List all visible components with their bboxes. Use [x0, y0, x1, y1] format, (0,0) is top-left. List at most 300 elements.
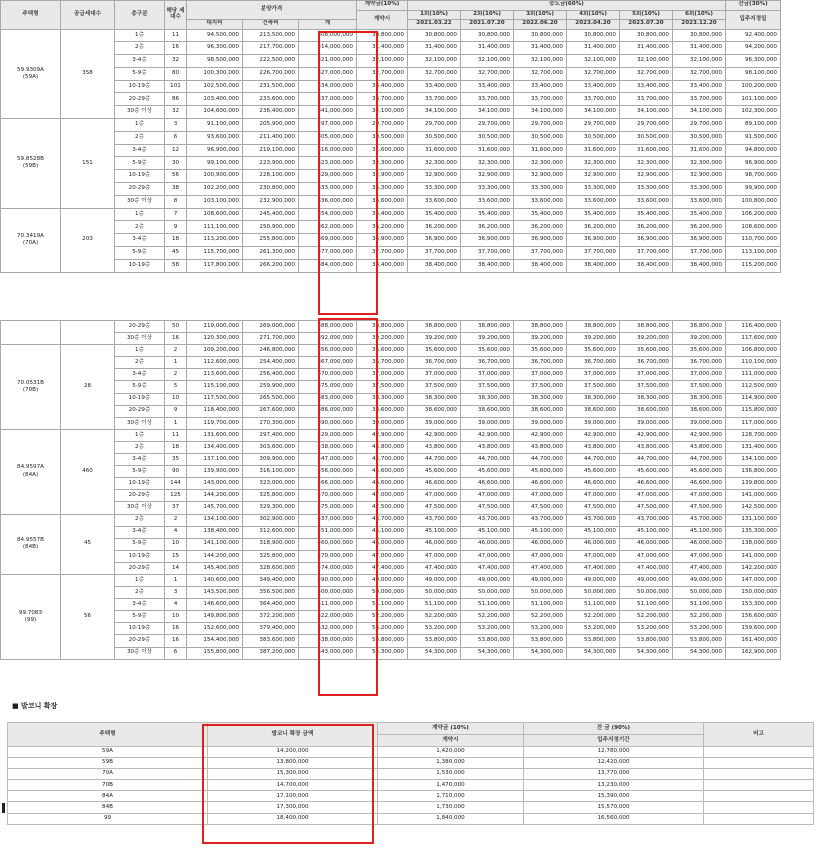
mid-2-cell: 30,800,000: [461, 29, 514, 42]
floor-cell: 30층 이상: [115, 647, 165, 659]
mid-3-cell: 30,800,000: [514, 29, 567, 42]
mid-2-cell: 33,600,000: [461, 195, 514, 208]
contract-cell: 54,300,000: [357, 647, 408, 659]
building-price-cell: 270,300,000: [243, 417, 299, 429]
mid-1-cell: 54,300,000: [408, 647, 461, 659]
total-price-cell: 336,000,000: [299, 195, 357, 208]
mid-3-cell: 43,700,000: [514, 514, 567, 526]
contract-cell: 36,700,000: [357, 357, 408, 369]
building-price-cell: 269,000,000: [243, 321, 299, 333]
mid-2-cell: 47,000,000: [461, 550, 514, 562]
units-per-floor-cell: 16: [165, 623, 187, 635]
floor-cell: 3-4층: [115, 234, 165, 247]
building-price-cell: 205,900,000: [243, 119, 299, 132]
mid-1-cell: 47,000,000: [408, 550, 461, 562]
mid-6-cell: 37,500,000: [673, 381, 726, 393]
mid-4-cell: 30,500,000: [567, 131, 620, 144]
mid-3-cell: 36,700,000: [514, 357, 567, 369]
total-price-cell: 438,000,000: [299, 441, 357, 453]
table-row: [1, 42, 781, 55]
building-price-cell: 364,400,000: [243, 599, 299, 611]
floor-cell: 1층: [115, 345, 165, 357]
mid-6-cell: 33,400,000: [673, 80, 726, 93]
building-price-cell: 236,400,000: [243, 106, 299, 119]
total-price-cell: 511,000,000: [299, 599, 357, 611]
contract-cell: 46,000,000: [357, 538, 408, 550]
mid-4-cell: 47,400,000: [567, 562, 620, 574]
land-price-cell: 131,600,000: [187, 429, 243, 441]
mid-2-cell: 37,700,000: [461, 247, 514, 260]
total-price-cell: 474,000,000: [299, 562, 357, 574]
mid-2-cell: 53,800,000: [461, 635, 514, 647]
land-price-cell: 113,600,000: [187, 369, 243, 381]
building-price-cell: 323,000,000: [243, 478, 299, 490]
mid-5-cell: 31,600,000: [620, 144, 673, 157]
balance-cell: 115,200,000: [726, 259, 781, 272]
mid-5-cell: 32,300,000: [620, 157, 673, 170]
balcony-note-cell: [704, 758, 814, 769]
mid-6-cell: 47,400,000: [673, 562, 726, 574]
mid-4-cell: 32,100,000: [567, 55, 620, 68]
mid-3-cell: 38,300,000: [514, 393, 567, 405]
mid-4-cell: 47,000,000: [567, 490, 620, 502]
table-row: [1, 80, 781, 93]
mid-1-cell: 30,800,000: [408, 29, 461, 42]
header-building: 건축비: [243, 20, 299, 30]
balance-cell: 115,800,000: [726, 405, 781, 417]
mid-3-cell: 29,700,000: [514, 119, 567, 132]
balcony-amount-cell: 17,100,000: [208, 791, 378, 802]
table-row: [1, 635, 781, 647]
floor-cell: 10-19층: [115, 623, 165, 635]
units-per-floor-cell: 5: [165, 381, 187, 393]
total-price-cell: 375,000,000: [299, 381, 357, 393]
balcony-balance-cell: 13,230,000: [524, 780, 704, 791]
contract-cell: 30,800,000: [357, 29, 408, 42]
building-price-cell: 302,900,000: [243, 514, 299, 526]
contract-cell: 31,600,000: [357, 144, 408, 157]
supply-units-cell: 358: [61, 29, 115, 119]
total-price-cell: 337,000,000: [299, 93, 357, 106]
table-row: [1, 369, 781, 381]
mid-2-cell: 38,300,000: [461, 393, 514, 405]
land-price-cell: 100,900,000: [187, 170, 243, 183]
units-per-floor-cell: 4: [165, 599, 187, 611]
total-price-cell: 456,000,000: [299, 466, 357, 478]
mid-1-cell: 36,700,000: [408, 357, 461, 369]
total-price-cell: 354,000,000: [299, 208, 357, 221]
mid-3-cell: 47,000,000: [514, 550, 567, 562]
floor-cell: 5-9층: [115, 466, 165, 478]
contract-cell: 34,100,000: [357, 106, 408, 119]
floor-cell: 10-19층: [115, 80, 165, 93]
building-price-cell: 223,900,000: [243, 157, 299, 170]
mid-6-cell: 43,700,000: [673, 514, 726, 526]
mid-2-cell: 50,000,000: [461, 587, 514, 599]
mid-3-cell: 43,800,000: [514, 441, 567, 453]
table-row: [1, 208, 781, 221]
mid-3-cell: 54,300,000: [514, 647, 567, 659]
land-price-cell: 102,200,000: [187, 183, 243, 196]
mid-1-cell: 38,800,000: [408, 321, 461, 333]
mid-3-cell: 37,000,000: [514, 369, 567, 381]
total-price-cell: 392,000,000: [299, 333, 357, 345]
balcony-body: [8, 747, 814, 825]
table-row: [1, 502, 781, 514]
mid-5-cell: 43,800,000: [620, 441, 673, 453]
mid-1-cell: 53,800,000: [408, 635, 461, 647]
total-price-cell: 369,000,000: [299, 234, 357, 247]
balance-cell: 159,600,000: [726, 623, 781, 635]
units-per-floor-cell: 12: [165, 144, 187, 157]
mid-3-cell: 52,200,000: [514, 611, 567, 623]
mid-6-cell: 33,300,000: [673, 183, 726, 196]
land-price-cell: 120,300,000: [187, 333, 243, 345]
mid-4-cell: 33,400,000: [567, 80, 620, 93]
mid-1-cell: 31,600,000: [408, 144, 461, 157]
building-price-cell: 211,400,000: [243, 131, 299, 144]
mid-1-cell: 53,200,000: [408, 623, 461, 635]
balcony-header: [8, 723, 814, 747]
mid-4-cell: 36,700,000: [567, 357, 620, 369]
balcony-type-cell: 99: [8, 813, 208, 824]
units-per-floor-cell: 144: [165, 478, 187, 490]
balance-cell: 147,000,000: [726, 574, 781, 586]
floor-cell: 5-9층: [115, 157, 165, 170]
units-per-floor-cell: 11: [165, 429, 187, 441]
header-mid-2: 2회(10%): [461, 10, 514, 20]
mid-4-cell: 39,200,000: [567, 333, 620, 345]
contract-cell: 47,500,000: [357, 502, 408, 514]
mid-6-cell: 32,300,000: [673, 157, 726, 170]
mid-3-cell: 39,000,000: [514, 417, 567, 429]
mid-5-cell: 33,600,000: [620, 195, 673, 208]
contract-cell: 33,600,000: [357, 195, 408, 208]
header-balance: 잔금(30%): [726, 1, 781, 11]
mid-5-cell: 38,800,000: [620, 321, 673, 333]
land-price-cell: 144,200,000: [187, 550, 243, 562]
table-row: [1, 574, 781, 586]
mid-5-cell: 35,400,000: [620, 208, 673, 221]
table-row: [1, 514, 781, 526]
mid-1-cell: 45,600,000: [408, 466, 461, 478]
mid-4-cell: 54,300,000: [567, 647, 620, 659]
land-price-cell: 141,100,000: [187, 538, 243, 550]
contract-cell: 39,200,000: [357, 333, 408, 345]
mid-6-cell: 32,900,000: [673, 170, 726, 183]
mid-3-cell: 32,900,000: [514, 170, 567, 183]
mid-6-cell: 44,700,000: [673, 454, 726, 466]
balance-cell: 153,300,000: [726, 599, 781, 611]
contract-cell: 36,200,000: [357, 221, 408, 234]
building-price-cell: 261,300,000: [243, 247, 299, 260]
building-price-cell: 233,600,000: [243, 93, 299, 106]
header-total: 계: [299, 20, 357, 30]
mid-1-cell: 33,600,000: [408, 195, 461, 208]
house-type-cell: 99.7083 (99): [1, 574, 61, 659]
balcony-row: [8, 780, 814, 791]
balance-cell: 150,000,000: [726, 587, 781, 599]
units-per-floor-cell: 2: [165, 514, 187, 526]
land-price-cell: 140,600,000: [187, 574, 243, 586]
floor-cell: 30층 이상: [115, 417, 165, 429]
mid-3-cell: 45,600,000: [514, 466, 567, 478]
floor-cell: 3-4층: [115, 55, 165, 68]
mid-6-cell: 31,600,000: [673, 144, 726, 157]
mid-5-cell: 38,600,000: [620, 405, 673, 417]
mid-5-cell: 36,700,000: [620, 357, 673, 369]
total-price-cell: 383,000,000: [299, 393, 357, 405]
units-per-floor-cell: 9: [165, 405, 187, 417]
mid-4-cell: 45,100,000: [567, 526, 620, 538]
mid-3-cell: 33,300,000: [514, 183, 567, 196]
mid-6-cell: 33,700,000: [673, 93, 726, 106]
floor-cell: 2층: [115, 131, 165, 144]
land-price-cell: 98,500,000: [187, 55, 243, 68]
text-cursor-mark: [2, 803, 5, 813]
total-price-cell: 386,000,000: [299, 405, 357, 417]
mid-1-cell: 33,400,000: [408, 80, 461, 93]
units-per-floor-cell: 35: [165, 454, 187, 466]
units-per-floor-cell: 11: [165, 29, 187, 42]
mid-4-cell: 34,100,000: [567, 106, 620, 119]
units-per-floor-cell: 18: [165, 234, 187, 247]
floor-cell: 20-29층: [115, 562, 165, 574]
mid-6-cell: 35,600,000: [673, 345, 726, 357]
floor-cell: 1층: [115, 429, 165, 441]
mid-5-cell: 47,400,000: [620, 562, 673, 574]
mid-1-cell: 37,000,000: [408, 369, 461, 381]
mid-4-cell: 35,400,000: [567, 208, 620, 221]
mid-5-cell: 36,200,000: [620, 221, 673, 234]
balance-cell: 94,200,000: [726, 42, 781, 55]
balance-cell: 141,000,000: [726, 490, 781, 502]
mid-2-cell: 47,000,000: [461, 490, 514, 502]
mid-2-cell: 29,700,000: [461, 119, 514, 132]
table-row: [1, 170, 781, 183]
mid-1-cell: 47,400,000: [408, 562, 461, 574]
balcony-note-cell: [704, 802, 814, 813]
land-price-cell: 143,500,000: [187, 587, 243, 599]
mid-5-cell: 31,400,000: [620, 42, 673, 55]
land-price-cell: 115,100,000: [187, 381, 243, 393]
table-row: [1, 587, 781, 599]
house-type-cell: 84.9557B (84B): [1, 514, 61, 574]
mid-6-cell: 39,000,000: [673, 417, 726, 429]
mid-6-cell: 47,000,000: [673, 490, 726, 502]
mid-4-cell: 33,700,000: [567, 93, 620, 106]
units-per-floor-cell: 7: [165, 208, 187, 221]
floor-cell: 2층: [115, 221, 165, 234]
units-per-floor-cell: 6: [165, 647, 187, 659]
mid-1-cell: 36,900,000: [408, 234, 461, 247]
mid-2-cell: 53,200,000: [461, 623, 514, 635]
balance-cell: 113,100,000: [726, 247, 781, 260]
contract-cell: 47,400,000: [357, 562, 408, 574]
balcony-note-cell: [704, 780, 814, 791]
mid-1-cell: 35,600,000: [408, 345, 461, 357]
supply-units-cell: 460: [61, 429, 115, 514]
mid-3-cell: 33,600,000: [514, 195, 567, 208]
table-row: [1, 157, 781, 170]
balcony-contract-cell: 1,710,000: [378, 791, 524, 802]
contract-cell: 33,300,000: [357, 183, 408, 196]
floor-cell: 10-19층: [115, 478, 165, 490]
mid-2-cell: 38,400,000: [461, 259, 514, 272]
mid-1-cell: 42,900,000: [408, 429, 461, 441]
mid-1-cell: 38,600,000: [408, 405, 461, 417]
units-per-floor-cell: 50: [165, 321, 187, 333]
contract-cell: 38,800,000: [357, 321, 408, 333]
contract-cell: 38,600,000: [357, 405, 408, 417]
floor-cell: 30층 이상: [115, 333, 165, 345]
total-price-cell: 451,000,000: [299, 526, 357, 538]
balance-cell: 131,400,000: [726, 441, 781, 453]
mid-3-cell: 31,400,000: [514, 42, 567, 55]
mid-5-cell: 39,000,000: [620, 417, 673, 429]
land-price-cell: 152,600,000: [187, 623, 243, 635]
contract-cell: 53,800,000: [357, 635, 408, 647]
total-price-cell: 377,000,000: [299, 247, 357, 260]
mid-5-cell: 29,700,000: [620, 119, 673, 132]
mid-3-cell: 47,400,000: [514, 562, 567, 574]
balcony-balance-cell: 12,780,000: [524, 747, 704, 758]
building-price-cell: 265,500,000: [243, 393, 299, 405]
mid-5-cell: 33,300,000: [620, 183, 673, 196]
mid-3-cell: 42,900,000: [514, 429, 567, 441]
mid-5-cell: 32,100,000: [620, 55, 673, 68]
mid-1-cell: 52,200,000: [408, 611, 461, 623]
total-price-cell: 321,000,000: [299, 55, 357, 68]
table-row: [1, 333, 781, 345]
floor-cell: 10-19층: [115, 259, 165, 272]
table-row: [1, 29, 781, 42]
header-mid-3-date: 2022.06.20: [514, 20, 567, 30]
land-price-cell: 109,200,000: [187, 345, 243, 357]
building-price-cell: 213,500,000: [243, 29, 299, 42]
contract-cell: 37,700,000: [357, 247, 408, 260]
table-row: [1, 106, 781, 119]
balcony-type-cell: 70A: [8, 769, 208, 780]
mid-4-cell: 46,600,000: [567, 478, 620, 490]
mid-1-cell: 39,200,000: [408, 333, 461, 345]
mid-5-cell: 47,500,000: [620, 502, 673, 514]
contract-cell: 53,200,000: [357, 623, 408, 635]
units-per-floor-cell: 16: [165, 42, 187, 55]
mid-2-cell: 37,500,000: [461, 381, 514, 393]
mid-2-cell: 42,900,000: [461, 429, 514, 441]
balance-cell: 135,300,000: [726, 526, 781, 538]
mid-4-cell: 35,600,000: [567, 345, 620, 357]
total-price-cell: 522,000,000: [299, 611, 357, 623]
balance-cell: 116,400,000: [726, 321, 781, 333]
balance-cell: 131,100,000: [726, 514, 781, 526]
total-price-cell: 367,000,000: [299, 357, 357, 369]
mid-6-cell: 36,200,000: [673, 221, 726, 234]
balcony-section-title: ■ 발코니 확장: [12, 702, 58, 710]
contract-cell: 38,400,000: [357, 259, 408, 272]
table-row: [1, 67, 781, 80]
mid-1-cell: 49,000,000: [408, 574, 461, 586]
header-mid-3: 3회(10%): [514, 10, 567, 20]
building-price-cell: 267,600,000: [243, 405, 299, 417]
floor-cell: 20-29층: [115, 93, 165, 106]
balcony-amount-cell: 14,700,000: [208, 780, 378, 791]
house-type-cell: 70.3419A (70A): [1, 208, 61, 272]
price-table-part1: [0, 0, 781, 273]
floor-cell: 3-4층: [115, 599, 165, 611]
total-price-cell: 470,000,000: [299, 550, 357, 562]
mid-6-cell: 36,900,000: [673, 234, 726, 247]
balance-cell: 117,600,000: [726, 333, 781, 345]
building-price-cell: 387,200,000: [243, 647, 299, 659]
floor-cell: 3-4층: [115, 369, 165, 381]
land-price-cell: 102,500,000: [187, 80, 243, 93]
contract-cell: 45,100,000: [357, 526, 408, 538]
mid-5-cell: 30,800,000: [620, 29, 673, 42]
balcony-note-cell: [704, 747, 814, 758]
mid-6-cell: 38,300,000: [673, 393, 726, 405]
units-per-floor-cell: 1: [165, 357, 187, 369]
contract-cell: 51,100,000: [357, 599, 408, 611]
contract-cell: 42,900,000: [357, 429, 408, 441]
mid-3-cell: 50,000,000: [514, 587, 567, 599]
mid-2-cell: 54,300,000: [461, 647, 514, 659]
floor-cell: 30층 이상: [115, 106, 165, 119]
mid-6-cell: 30,800,000: [673, 29, 726, 42]
total-price-cell: 333,000,000: [299, 183, 357, 196]
balcony-contract-cell: 1,840,000: [378, 813, 524, 824]
floor-cell: 10-19층: [115, 170, 165, 183]
mid-2-cell: 32,900,000: [461, 170, 514, 183]
units-per-floor-cell: 3: [165, 119, 187, 132]
mid-2-cell: 51,100,000: [461, 599, 514, 611]
balance-cell: 94,800,000: [726, 144, 781, 157]
balcony-amount-cell: 13,800,000: [208, 758, 378, 769]
building-price-cell: 356,500,000: [243, 587, 299, 599]
mid-6-cell: 37,000,000: [673, 369, 726, 381]
mid-5-cell: 47,000,000: [620, 490, 673, 502]
mid-1-cell: 29,700,000: [408, 119, 461, 132]
mid-6-cell: 42,900,000: [673, 429, 726, 441]
total-price-cell: 466,000,000: [299, 478, 357, 490]
header-mid-1-date: 2021.03.22: [408, 20, 461, 30]
mid-3-cell: 37,700,000: [514, 247, 567, 260]
balance-cell: 128,700,000: [726, 429, 781, 441]
mid-1-cell: 36,200,000: [408, 221, 461, 234]
supply-units-cell: 56: [61, 574, 115, 659]
mid-2-cell: 33,300,000: [461, 183, 514, 196]
contract-cell: 52,200,000: [357, 611, 408, 623]
contract-cell: 32,700,000: [357, 67, 408, 80]
mid-1-cell: 38,400,000: [408, 259, 461, 272]
balance-cell: 112,500,000: [726, 381, 781, 393]
mid-6-cell: 32,700,000: [673, 67, 726, 80]
balcony-balance-cell: 16,560,000: [524, 813, 704, 824]
table-row: [1, 247, 781, 260]
balance-cell: 89,100,000: [726, 119, 781, 132]
mid-5-cell: 36,900,000: [620, 234, 673, 247]
building-price-cell: 259,900,000: [243, 381, 299, 393]
total-price-cell: 475,000,000: [299, 502, 357, 514]
floor-cell: 5-9층: [115, 381, 165, 393]
mid-5-cell: 46,600,000: [620, 478, 673, 490]
floor-cell: 3-4층: [115, 526, 165, 538]
mid-1-cell: 39,000,000: [408, 417, 461, 429]
mid-6-cell: 36,700,000: [673, 357, 726, 369]
mid-3-cell: 35,400,000: [514, 208, 567, 221]
mid-1-cell: 30,500,000: [408, 131, 461, 144]
